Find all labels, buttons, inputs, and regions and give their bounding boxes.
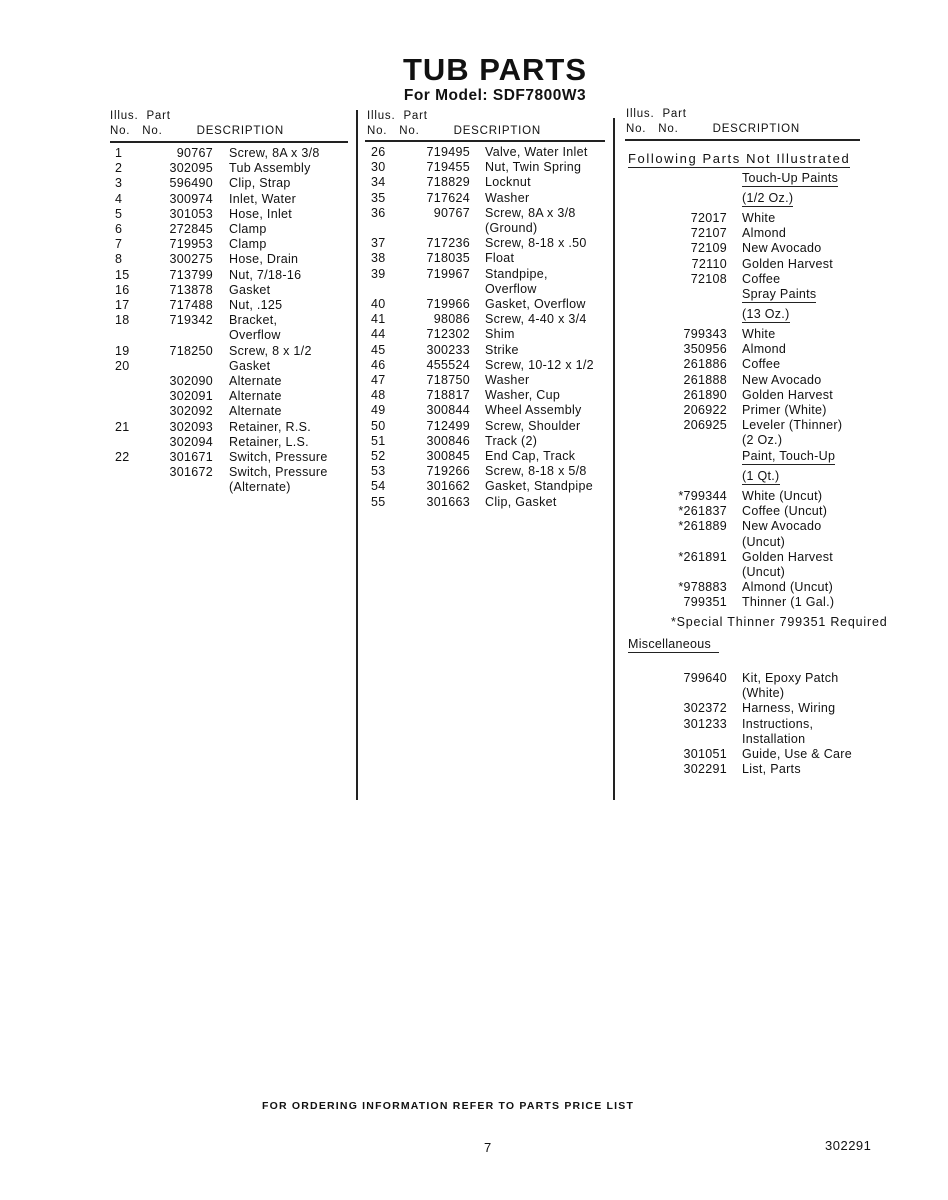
- part-description: New Avocado: [742, 519, 822, 534]
- part-number: 302094: [169, 434, 213, 449]
- part-description: Retainer, R.S.: [229, 419, 312, 434]
- part-description: Clamp: [229, 237, 267, 252]
- illus-number: 4: [115, 191, 123, 206]
- part-description: Nut, 7/18-16: [229, 267, 302, 282]
- part-description: Retainer, L.S.: [229, 434, 309, 449]
- part-number: 719342: [169, 313, 213, 328]
- part-number: 300844: [426, 403, 470, 418]
- part-number: 719266: [426, 464, 470, 479]
- part-description: Washer, Cup: [485, 388, 561, 403]
- illus-number: 53: [371, 464, 386, 479]
- part-description: Wheel Assembly: [485, 403, 582, 418]
- touchup-heading: Touch-Up Paints: [742, 171, 839, 185]
- illus-number: 1: [115, 146, 123, 160]
- part-number: 302090: [169, 374, 213, 388]
- part-description: Golden Harvest: [742, 387, 834, 402]
- part-description: White (Uncut): [742, 489, 823, 503]
- part-number: 72107: [690, 226, 727, 241]
- part-number: 302091: [169, 389, 213, 404]
- illus-number: 20: [115, 358, 130, 373]
- illus-number: 35: [371, 190, 386, 205]
- part-number: *261889: [678, 519, 727, 534]
- illus-number: 50: [371, 418, 386, 433]
- divider: [110, 141, 348, 143]
- part-description: Strike: [485, 342, 519, 357]
- touchup-size: (1/2 Oz.): [742, 191, 794, 205]
- part-description: Screw, Shoulder: [485, 418, 581, 433]
- part-number: 301053: [169, 206, 213, 221]
- illus-number: 19: [115, 343, 130, 358]
- part-number: 713878: [169, 282, 213, 297]
- part-description: Alternate: [229, 404, 282, 419]
- part-number: 300974: [169, 191, 213, 206]
- part-description: Overflow: [229, 328, 281, 343]
- no-label: No.: [142, 125, 163, 137]
- part-description: (Alternate): [229, 480, 291, 495]
- part-number: 719966: [426, 297, 470, 311]
- illus-number: 22: [115, 450, 130, 464]
- page-number: 7: [484, 1140, 492, 1155]
- part-label: Part: [403, 110, 428, 122]
- part-number: 712499: [426, 418, 470, 433]
- part-number: 98086: [433, 312, 470, 327]
- part-description: New Avocado: [742, 372, 822, 387]
- spray-size: (13 Oz.): [742, 307, 790, 321]
- part-number: 300845: [426, 449, 470, 463]
- part-description: Guide, Use & Care: [742, 747, 853, 761]
- part-number: 302093: [169, 419, 213, 434]
- part-number: 90767: [433, 205, 470, 220]
- no-label: No.: [367, 125, 388, 137]
- part-number: 301672: [169, 465, 213, 480]
- quart-size: (1 Qt.): [742, 469, 780, 483]
- illus-number: 7: [115, 237, 123, 252]
- part-description: Installation: [742, 731, 806, 746]
- part-number: 302095: [169, 161, 213, 176]
- illus-number: 48: [371, 388, 386, 403]
- part-number: 301051: [683, 747, 727, 761]
- illus-number: 37: [371, 236, 386, 251]
- no-label: No.: [399, 125, 420, 137]
- part-description: Screw, 10-12 x 1/2: [485, 357, 594, 372]
- part-number: 719953: [169, 237, 213, 252]
- part-description: Screw, 8 x 1/2: [229, 343, 312, 358]
- part-description: Primer (White): [742, 403, 827, 417]
- part-number: 350956: [683, 342, 727, 357]
- part-number: 300846: [426, 433, 470, 448]
- illus-number: 26: [371, 145, 386, 159]
- part-description: Screw, 8A x 3/8: [229, 146, 320, 160]
- part-description: Almond: [742, 342, 787, 357]
- part-number: 455524: [426, 357, 470, 372]
- part-description: New Avocado: [742, 241, 822, 256]
- part-number: *799344: [678, 489, 727, 503]
- not-illustrated-heading: Following Parts Not Illustrated: [628, 151, 851, 166]
- illus-number: 21: [115, 419, 130, 434]
- col3-header: [626, 107, 800, 137]
- illus-number: 44: [371, 327, 386, 342]
- part-description: Clamp: [229, 222, 267, 236]
- col1-header: [110, 109, 284, 139]
- part-number: 719455: [426, 160, 470, 175]
- description-label: DESCRIPTION: [196, 125, 284, 137]
- part-number: *261891: [678, 549, 727, 564]
- illus-number: 41: [371, 312, 386, 327]
- part-description: (2 Oz.): [742, 433, 783, 448]
- part-description: Clip, Gasket: [485, 494, 557, 509]
- part-description: Nut, Twin Spring: [485, 160, 582, 175]
- part-number: 261888: [683, 372, 727, 387]
- divider: [625, 139, 860, 141]
- part-description: Gasket, Standpipe: [485, 479, 593, 494]
- part-description: Leveler (Thinner): [742, 418, 843, 433]
- part-description: Hose, Drain: [229, 252, 299, 267]
- part-description: List, Parts: [742, 762, 801, 777]
- part-number: 261886: [683, 357, 727, 372]
- part-number: 799640: [683, 671, 727, 685]
- part-description: Alternate: [229, 374, 282, 388]
- misc-heading: Miscellaneous: [628, 637, 719, 653]
- part-description: (Uncut): [742, 534, 786, 549]
- part-number: 206922: [683, 403, 727, 417]
- part-description: Switch, Pressure: [229, 450, 328, 464]
- part-description: Screw, 8-18 x .50: [485, 236, 587, 251]
- divider: [365, 140, 605, 142]
- part-number: 301671: [169, 450, 213, 464]
- illus-number: 5: [115, 206, 123, 221]
- part-number: 300233: [426, 342, 470, 357]
- part-description: Float: [485, 251, 515, 266]
- illus-number: 54: [371, 479, 386, 494]
- part-description: Washer: [485, 190, 530, 205]
- part-description: Coffee: [742, 271, 781, 286]
- illus-number: 30: [371, 160, 386, 175]
- part-number: 302291: [683, 762, 727, 777]
- illus-number: 16: [115, 282, 130, 297]
- part-number: *261837: [678, 504, 727, 519]
- part-number: 718829: [426, 175, 470, 190]
- illus-number: 36: [371, 205, 386, 220]
- description-label: DESCRIPTION: [453, 125, 541, 137]
- illus-number: 46: [371, 357, 386, 372]
- part-number: 272845: [169, 222, 213, 236]
- part-description: Golden Harvest: [742, 256, 834, 271]
- part-description: Nut, .125: [229, 298, 283, 312]
- no-label: No.: [626, 123, 647, 135]
- illus-label: Illus.: [367, 110, 396, 122]
- part-description: Gasket: [229, 358, 271, 373]
- part-number: 261890: [683, 387, 727, 402]
- part-description: Shim: [485, 327, 515, 342]
- part-number: 719495: [426, 145, 470, 159]
- illus-number: 17: [115, 298, 130, 312]
- part-description: Gasket, Overflow: [485, 297, 586, 311]
- part-number: 799351: [683, 595, 727, 610]
- part-number: 72108: [690, 271, 727, 286]
- illus-number: 40: [371, 297, 386, 311]
- part-description: Locknut: [485, 175, 531, 190]
- illus-number: 34: [371, 175, 386, 190]
- part-description: Screw, 8A x 3/8: [485, 205, 576, 220]
- illus-number: 2: [115, 161, 123, 176]
- part-number: 718817: [426, 388, 470, 403]
- quart-heading: Paint, Touch-Up: [742, 449, 836, 463]
- part-description: Kit, Epoxy Patch: [742, 671, 839, 685]
- illus-number: 45: [371, 342, 386, 357]
- part-description: Hose, Inlet: [229, 206, 293, 221]
- illus-number: 6: [115, 222, 123, 236]
- part-description: Tub Assembly: [229, 161, 311, 176]
- part-description: End Cap, Track: [485, 449, 576, 463]
- part-description: Bracket,: [229, 313, 278, 328]
- part-number: 90767: [176, 146, 213, 160]
- part-number: 799343: [683, 327, 727, 341]
- no-label: No.: [658, 123, 679, 135]
- illus-number: 47: [371, 373, 386, 387]
- part-description: Almond: [742, 226, 787, 241]
- illus-number: 18: [115, 313, 130, 328]
- part-description: Coffee (Uncut): [742, 504, 828, 519]
- part-number: 301663: [426, 494, 470, 509]
- part-description: (Uncut): [742, 565, 786, 579]
- illus-number: 3: [115, 176, 123, 191]
- part-description: Gasket: [229, 282, 271, 297]
- part-description: Switch, Pressure: [229, 465, 328, 480]
- part-description: Golden Harvest: [742, 549, 834, 564]
- part-number: 206925: [683, 418, 727, 433]
- part-description: Alternate: [229, 389, 282, 404]
- part-number: 718250: [169, 343, 213, 358]
- description-label: DESCRIPTION: [712, 123, 800, 135]
- part-description: Instructions,: [742, 716, 814, 731]
- part-number: 300275: [169, 252, 213, 267]
- page-title: TUB PARTS: [402, 52, 588, 87]
- col2-header: [367, 109, 541, 139]
- part-description: (Ground): [485, 221, 538, 235]
- part-description: Inlet, Water: [229, 191, 297, 206]
- illus-number: 49: [371, 403, 386, 418]
- part-label: Part: [146, 110, 171, 122]
- part-label: Part: [662, 108, 687, 120]
- model-subtitle: For Model: SDF7800W3: [403, 87, 587, 104]
- part-number: 302372: [683, 701, 727, 716]
- illus-label: Illus.: [626, 108, 655, 120]
- part-number: 596490: [169, 176, 213, 191]
- part-description: Almond (Uncut): [742, 580, 834, 595]
- part-number: 718035: [426, 251, 470, 266]
- part-number: 718750: [426, 373, 470, 387]
- part-number: 717236: [426, 236, 470, 251]
- illus-number: 55: [371, 494, 386, 509]
- part-number: 717488: [169, 298, 213, 312]
- part-description: Harness, Wiring: [742, 701, 836, 716]
- special-note: *Special Thinner 799351 Required: [671, 615, 888, 629]
- part-number: 719967: [426, 266, 470, 281]
- part-number: 301233: [683, 716, 727, 731]
- column-divider: [356, 110, 358, 800]
- part-description: Thinner (1 Gal.): [742, 595, 835, 610]
- illus-label: Illus.: [110, 110, 139, 122]
- no-label: No.: [110, 125, 131, 137]
- part-description: Valve, Water Inlet: [485, 145, 588, 159]
- part-number: 717624: [426, 190, 470, 205]
- illus-number: 51: [371, 433, 386, 448]
- illus-number: 15: [115, 267, 130, 282]
- part-number: 713799: [169, 267, 213, 282]
- illus-number: 39: [371, 266, 386, 281]
- part-description: Track (2): [485, 433, 538, 448]
- part-description: Screw, 4-40 x 3/4: [485, 312, 587, 327]
- part-description: White: [742, 327, 776, 341]
- part-number: 72109: [690, 241, 727, 256]
- document-number: 302291: [825, 1138, 872, 1153]
- illus-number: 52: [371, 449, 386, 463]
- part-description: Washer: [485, 373, 530, 387]
- illus-number: 8: [115, 252, 123, 267]
- part-description: (White): [742, 686, 785, 701]
- part-number: 712302: [426, 327, 470, 342]
- ordering-footer: FOR ORDERING INFORMATION REFER TO PARTS PRICE LIST: [262, 1100, 635, 1112]
- part-description: Standpipe,: [485, 266, 548, 281]
- part-description: Screw, 8-18 x 5/8: [485, 464, 587, 479]
- part-number: 302092: [169, 404, 213, 419]
- part-number: 301662: [426, 479, 470, 494]
- illus-number: 38: [371, 251, 386, 266]
- part-description: White: [742, 211, 776, 225]
- spray-heading: Spray Paints: [742, 287, 817, 301]
- part-description: Overflow: [485, 281, 537, 296]
- part-number: *978883: [678, 580, 727, 595]
- part-description: Coffee: [742, 357, 781, 372]
- part-number: 72017: [690, 211, 727, 225]
- part-number: 72110: [691, 256, 727, 271]
- part-description: Clip, Strap: [229, 176, 291, 191]
